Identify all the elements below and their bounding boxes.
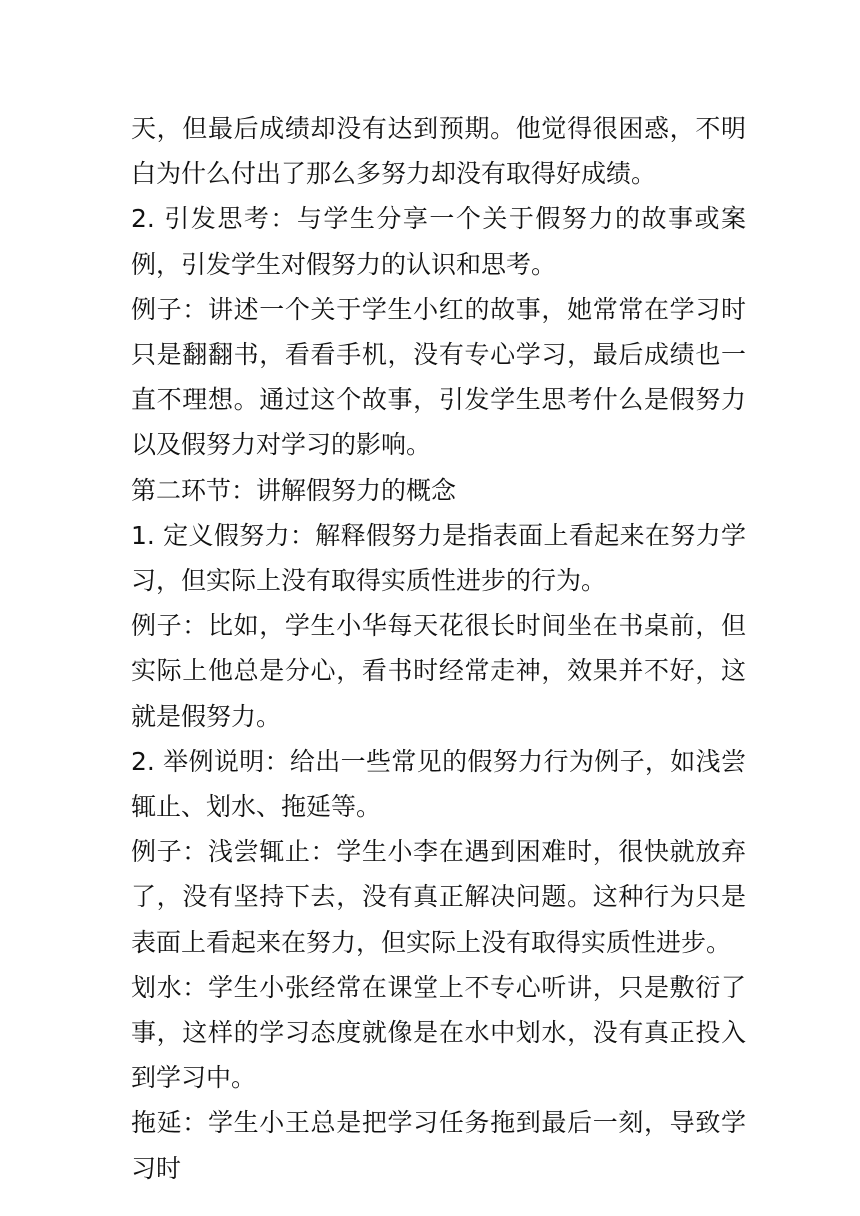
paragraph-7: 2. 举例说明：给出一些常见的假努力行为例子，如浅尝辄止、划水、拖延等。 bbox=[131, 746, 746, 822]
paragraph-2: 2. 引发思考：与学生分享一个关于假努力的故事或案例，引发学生对假努力的认识和思考。 bbox=[131, 204, 746, 279]
paragraph-3: 例子：讲述一个关于学生小红的故事，她常常在学习时只是翻翻书，看看手机，没有专心学习，最后成绩也一直不理想。通过这个故事，引发学生思考什么是假努力以及假努力对学习的影响。 bbox=[131, 294, 746, 460]
document-body bbox=[131, 106, 746, 1191]
paragraph-6: 例子：比如，学生小华每天花很长时间坐在书桌前，但实际上他总是分心，看书时经常走神，效果并不好，这就是假努力。 bbox=[131, 611, 746, 731]
paragraph-9: 划水：学生小张经常在课堂上不专心听讲，只是敷衍了事，这样的学习态度就像是在水中划水，没有真正投入到学习中。 bbox=[131, 972, 746, 1093]
paragraph-8: 例子：浅尝辄止：学生小李在遇到困难时，很快就放弃了，没有坚持下去，没有真正解决问题。这种行为只是表面上看起来在努力，但实际上没有取得实质性进步。 bbox=[131, 837, 746, 957]
paragraph-10: 拖延：学生小王总是把学习任务拖到最后一刻，导致学习时 bbox=[131, 1108, 746, 1183]
paragraph-1: 天，但最后成绩却没有达到预期。他觉得很困惑，不明白为什么付出了那么多努力却没有取得好成绩。 bbox=[131, 114, 746, 189]
section-heading: 第二环节：讲解假努力的概念 bbox=[131, 475, 457, 505]
paragraph-5: 1. 定义假努力：解释假努力是指表面上看起来在努力学习，但实际上没有取得实质性进步的行为。 bbox=[131, 520, 746, 596]
